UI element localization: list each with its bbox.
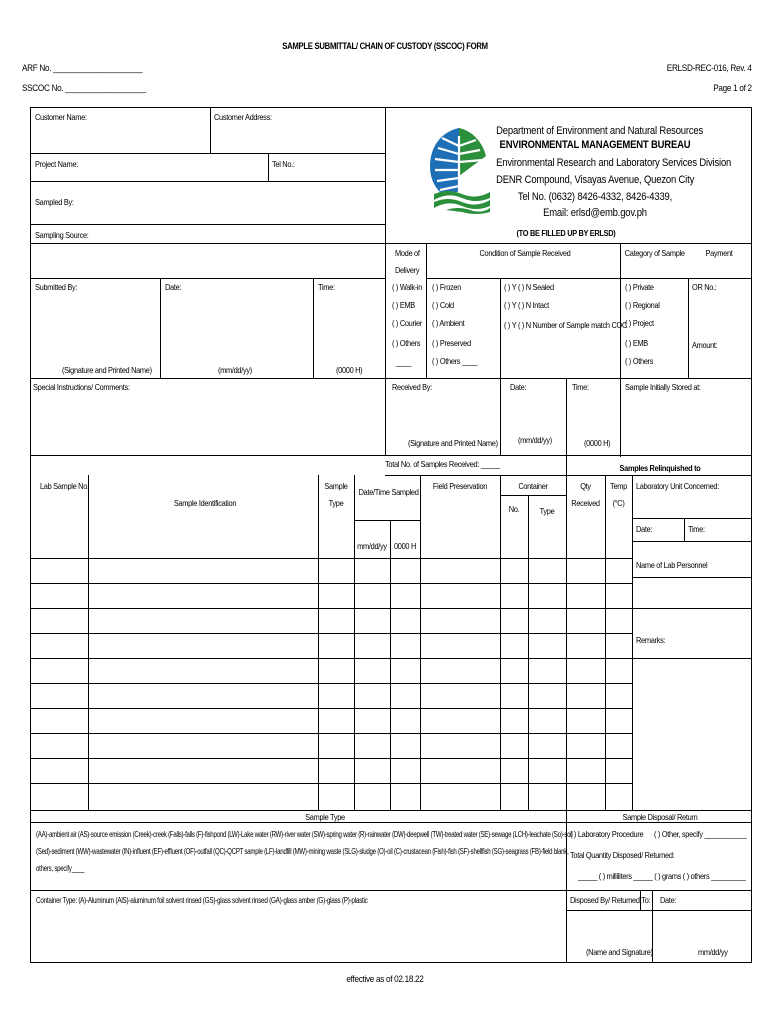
agency-line2: ENVIRONMENTAL MANAGEMENT BUREAU [499,139,691,151]
date-format-header: mm/dd/yy [357,541,387,551]
container-type-legend: Container Type: (A)-Aluminum (AlS)-aluminum foil solvent rinsed (GS)-glass solvent rinsed (GA)-glass amber (G)-glass (P)-plastic [36,895,368,905]
relinquished-date-label[interactable]: Date: [636,524,653,534]
mode-walk-in[interactable]: ( ) Walk-in [392,282,423,292]
remarks-label[interactable]: Remarks: [636,635,666,645]
disposed-by-label[interactable]: Disposed By/ Returned To: [570,895,651,905]
mode-of-delivery-label: Mode of [395,248,420,258]
sample-type-header-2: Type [328,498,344,508]
seal-sealed[interactable]: ( ) Y ( ) N Sealed [504,282,554,292]
agency-line5: Tel No. (0632) 8426-4332, 8426-4339, [517,191,673,203]
container-no-header: No. [508,504,520,514]
category-emb[interactable]: ( ) EMB [625,338,648,348]
tel-no-label[interactable]: Tel No.: [272,159,295,169]
container-type-header: Type [539,506,555,516]
sample-type-legend-line3: others, specify____ [36,863,85,873]
submitted-by-label[interactable]: Submitted By: [35,282,78,292]
sscoc-number[interactable]: SSCOC No. ___________________ [22,83,146,94]
relinquished-title: Samples Relinquished to [619,463,701,473]
relinquished-time-label[interactable]: Time: [688,524,705,534]
submitted-date-format: (mm/dd/yy) [218,365,252,375]
sampled-by-label[interactable]: Sampled By: [35,197,74,207]
received-date-label[interactable]: Date: [510,382,527,392]
received-by-label[interactable]: Received By: [392,382,432,392]
sample-type-header: Sample [324,481,348,491]
received-signature-caption: (Signature and Printed Name) [408,438,498,448]
submitted-time-label[interactable]: Time: [318,282,335,292]
received-date-format: (mm/dd/yy) [518,435,552,445]
category-private[interactable]: ( ) Private [625,282,654,292]
lab-unit-label[interactable]: Laboratory Unit Concerned: [636,481,719,491]
form-title: SAMPLE SUBMITTAL/ CHAIN OF CUSTODY (SSCOC) FORM [282,41,488,51]
disposal-title: Sample Disposal/ Return [622,812,698,822]
category-others[interactable]: ( ) Others [625,356,654,366]
disposal-signature-caption: (Name and Signature) [586,947,653,957]
condition-preserved[interactable]: ( ) Preserved [432,338,471,348]
erlsd-fill-header: (TO BE FILLED UP BY ERLSD) [516,228,616,238]
effective-date-footer: effective as of 02.18.22 [346,974,424,985]
lab-sample-no-header: Lab Sample No. [40,481,89,491]
emb-logo-icon [426,126,492,214]
sample-type-legend-line1: (AA)-ambient air (AS)-source emission (Creek)-creek (Falls)-falls (F)-fishpond (LW)-Lake water (RW)-river water (SW)-spring water (R)-rainwater (DW)-deepwell (TW)-treated water (SE)-sewage (LCH)-leachate (So)-soil [36,829,573,839]
mode-courier[interactable]: ( ) Courier [392,318,422,328]
category-label: Category of Sample [624,248,685,258]
agency-line1: Department of Environment and Natural Resources [496,125,704,137]
received-time-label[interactable]: Time: [572,382,589,392]
amount-label[interactable]: Amount: [692,340,718,350]
disposal-units[interactable]: _____ ( ) milliliters _____ ( ) grams ( ) others _________ [578,871,746,881]
qty-received-header: Received [571,498,600,508]
disposal-date-label[interactable]: Date: [660,895,677,905]
arf-number[interactable]: ARF No. _____________________ [22,63,143,74]
disposal-other[interactable]: ( ) Other, specify ___________ [654,829,747,839]
agency-line3: Environmental Research and Laboratory Services Division [496,157,732,169]
condition-frozen[interactable]: ( ) Frozen [432,282,462,292]
agency-line4: DENR Compound, Visayas Avenue, Quezon City [496,174,695,186]
mode-others-blank[interactable]: ____ [396,357,412,367]
mode-emb[interactable]: ( ) EMB [392,300,415,310]
page-number: Page 1 of 2 [713,83,752,94]
submitted-signature-caption: (Signature and Printed Name) [62,365,152,375]
temp-header: Temp [610,481,627,491]
special-instructions-label[interactable]: Special Instructions/ Comments: [33,382,130,392]
seal-match[interactable]: ( ) Y ( ) N Number of Sample match COC [504,320,628,330]
sampling-source-label[interactable]: Sampling Source: [35,230,89,240]
container-header: Container [518,481,548,491]
received-time-format: (0000 H) [584,438,611,448]
category-project[interactable]: ( ) Project [625,318,654,328]
agency-line6: Email: erlsd@emb.gov.ph [543,207,647,219]
seal-intact[interactable]: ( ) Y ( ) N Intact [504,300,549,310]
stored-at-label[interactable]: Sample Initially Stored at: [625,382,701,392]
datetime-sampled-header: Date/Time Sampled [358,487,419,497]
project-name-label[interactable]: Project Name: [35,159,78,169]
hour-format-header: 0000 H [393,541,417,551]
submitted-time-format: (0000 H) [336,365,363,375]
condition-others[interactable]: ( ) Others ____ [432,356,478,366]
condition-ambient[interactable]: ( ) Ambient [432,318,465,328]
sample-type-legend-title: Sample Type [305,812,345,822]
temp-unit-header: (°C) [612,498,625,508]
customer-address-label[interactable]: Customer Address: [214,112,272,122]
category-regional[interactable]: ( ) Regional [625,300,660,310]
disposal-lab-procedure[interactable]: ( ) Laboratory Procedure [570,829,644,839]
submitted-date-label[interactable]: Date: [165,282,182,292]
qty-header: Qty [580,481,591,491]
payment-label: Payment [705,248,733,258]
total-samples-received[interactable]: Total No. of Samples Received: _____ [385,459,500,469]
sample-type-legend-line2: (Sed)-sediment (WW)-wastewater (IN)-influent (EF)-effluent (OF)-outfall (QC)-QCPT sample (LF)-landfill (MW)-mining waste (SLG)-sludge (O)-oil (C)-crustacean (Fish)-fish (SF)-shellfish (SG)-seagrass (FB)-field blank, [36,846,569,856]
or-number-label[interactable]: OR No.: [692,282,717,292]
disposal-date-format: mm/dd/yy [698,947,728,957]
mode-others[interactable]: ( ) Others [392,338,421,348]
mode-of-delivery-label-2: Delivery [395,265,420,275]
condition-cold[interactable]: ( ) Cold [432,300,454,310]
form-code: ERLSD-REC-016, Rev. 4 [667,63,752,74]
sample-identification-header: Sample Identification [173,498,237,508]
customer-name-label[interactable]: Customer Name: [35,112,87,122]
field-preservation-header: Field Preservation [432,481,488,491]
disposal-total-label[interactable]: Total Quantity Disposed/ Returned: [570,850,675,860]
lab-personnel-label[interactable]: Name of Lab Personnel [636,560,708,570]
condition-label: Condition of Sample Received [479,248,571,258]
